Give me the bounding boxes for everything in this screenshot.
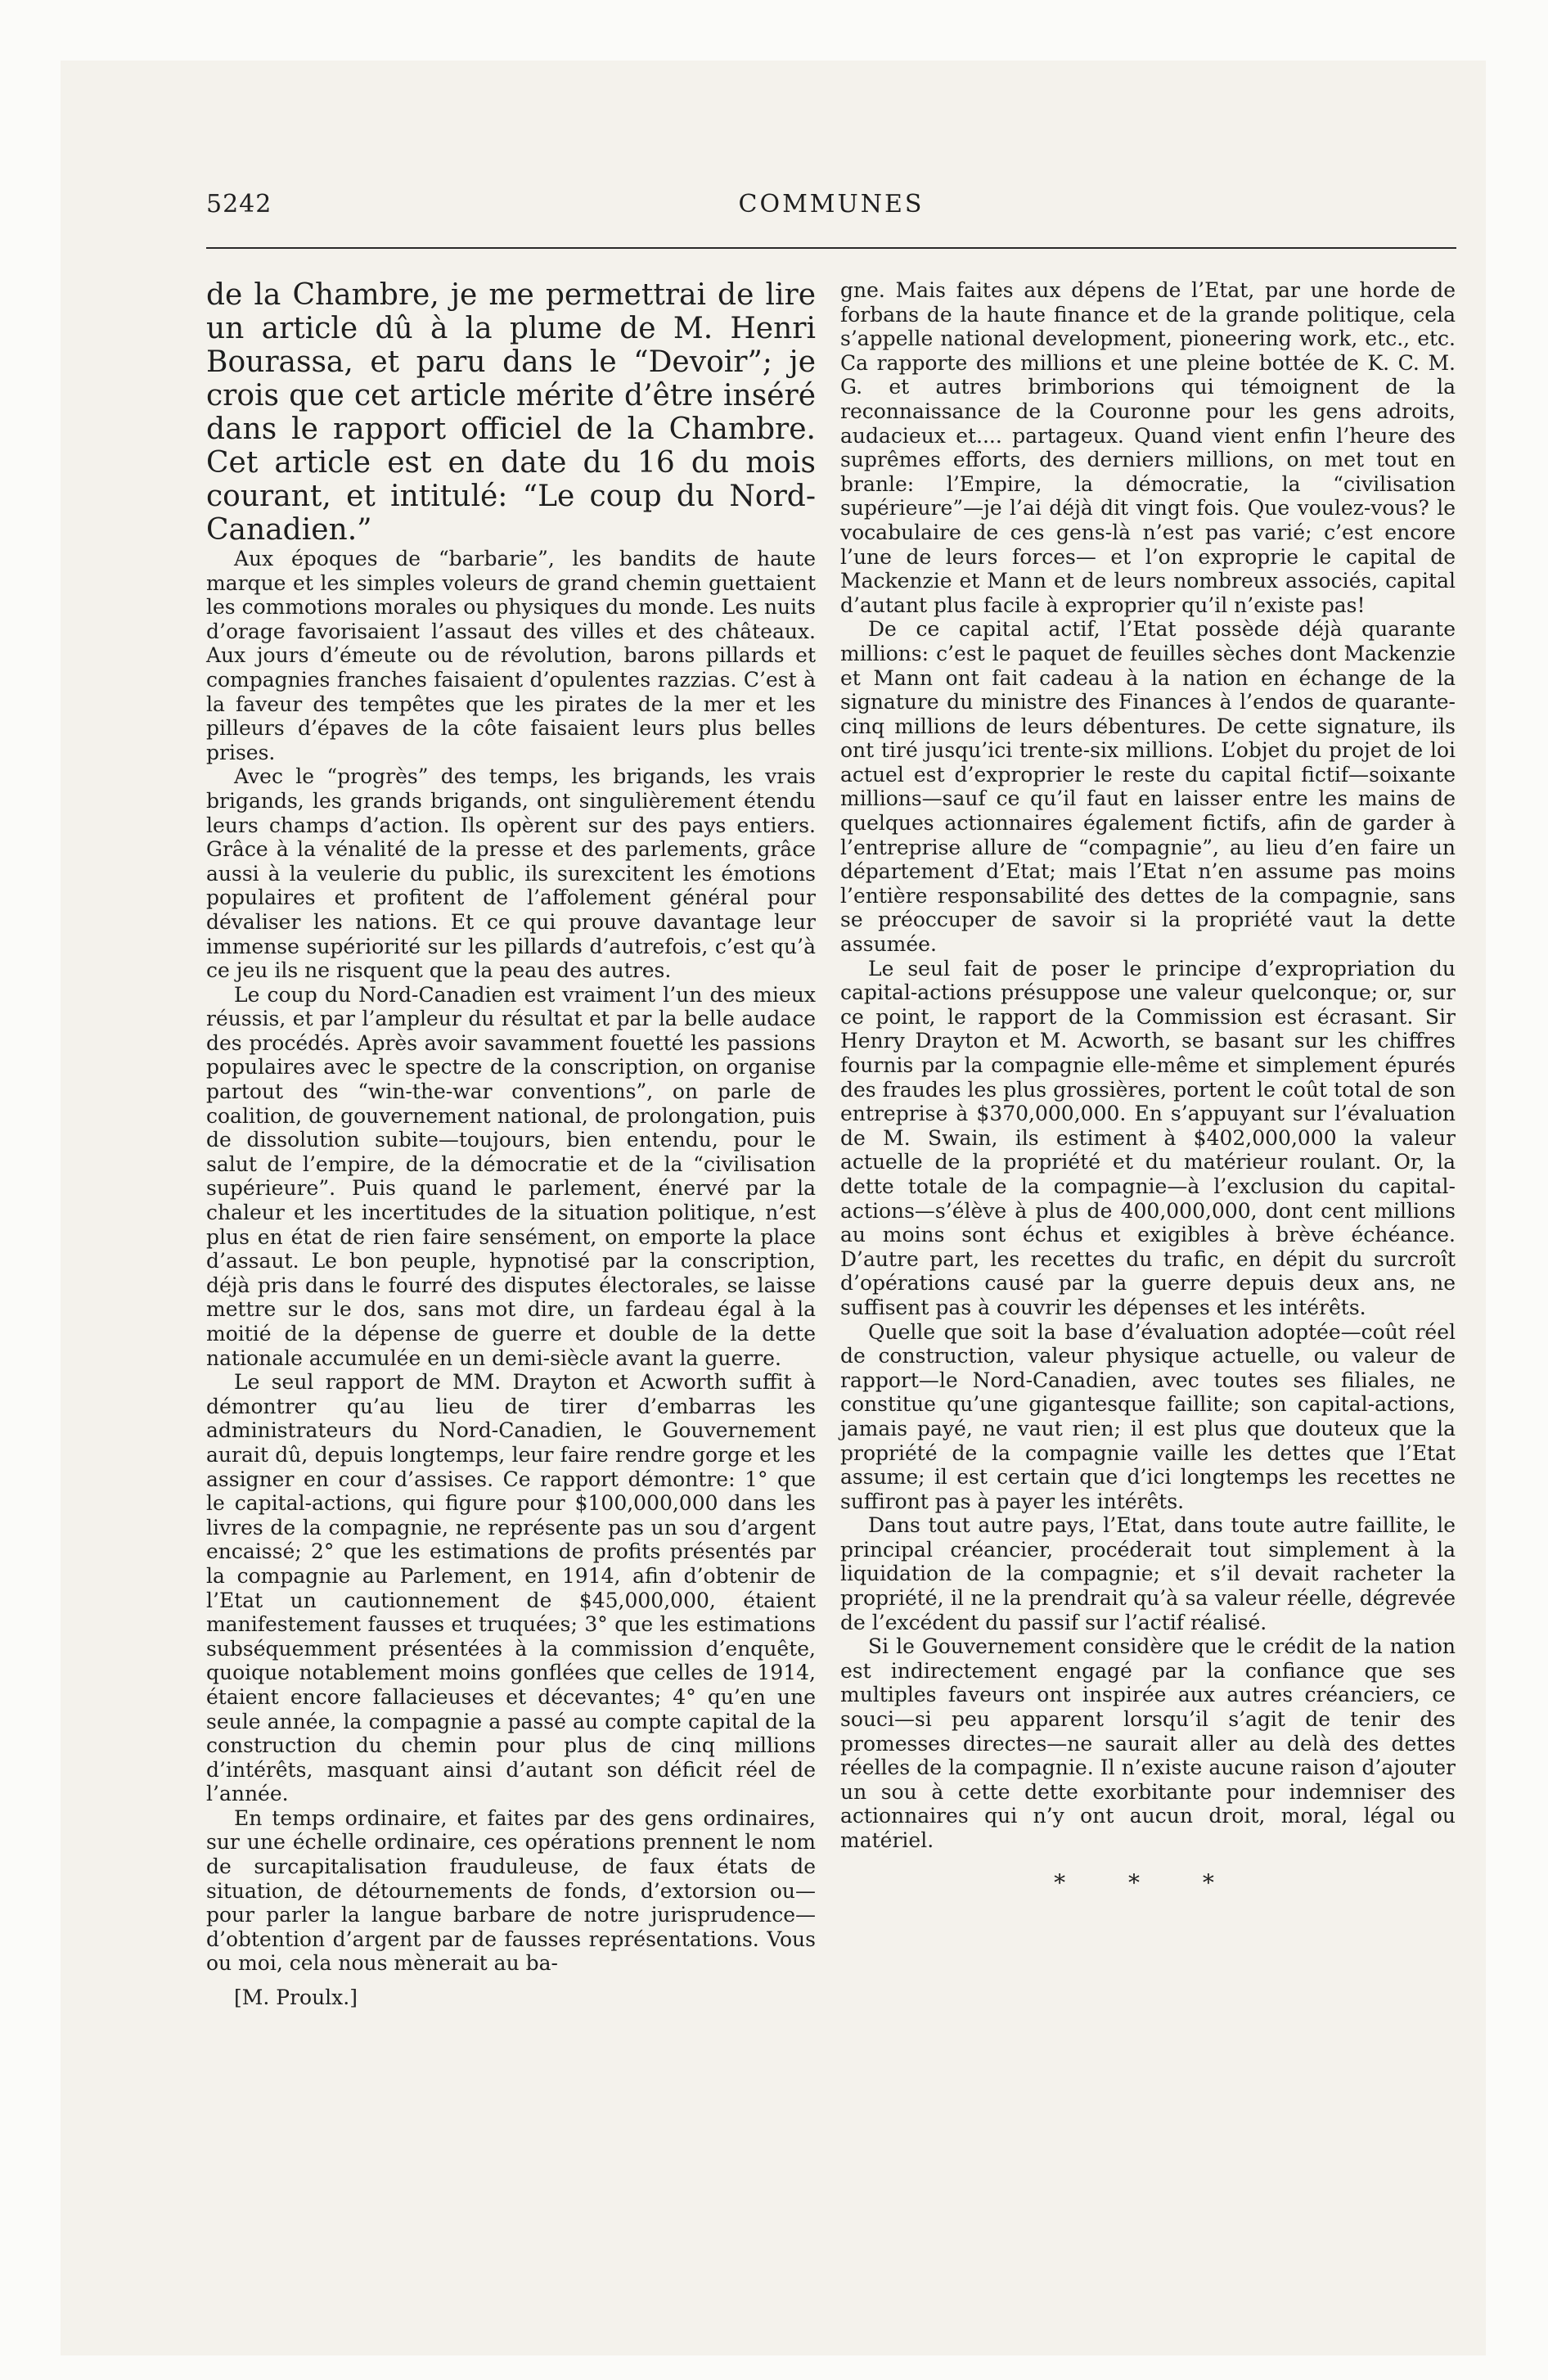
body-paragraph: Avec le “progrès” des temps, les brigands, les vrais brigands, les grands brigands, ont singulièrement étendu leurs champs d’action. Ils opèrent sur des pays entiers. Grâce à la vénalité de la presse et des parlements, grâce aussi à la veulerie du public, ils surexcitent les émotions populaires et profitent de l’affolement général pour dévaliser les nations. Et ce qui prouve davantage leur immense supériorité sur les pillards d’autrefois, c’est qu’à ce jeu ils ne risquent que la peau des autres. — [206, 764, 816, 983]
body-paragraph: En temps ordinaire, et faites par des gens ordinaires, sur une échelle ordinaire, ces opérations prennent le nom de surcapitalisation frauduleuse, de faux états de situation, de détournements de fonds, d’extorsion ou—pour parler la langue barbare de notre jurisprudence—d’obtention d’argent par de fausses représentations. Vous ou moi, cela nous mènerait au ba- — [206, 1805, 816, 1976]
body-paragraph: Aux époques de “barbarie”, les bandits de haute marque et les simples voleurs de grand chemin guettaient les commotions morales ou physiques du monde. Les nuits d’orage favorisaient l’assaut des villes et des châteaux. Aux jours d’émeute ou de révolution, barons pillards et compagnies franches faisaient d’opulentes razzias. C’est à la faveur des tempêtes que les pirates de la mer et les pilleurs d’épaves de la côte faisaient leurs plus belles prises. — [206, 547, 816, 764]
body-paragraph: De ce capital actif, l’Etat possède déjà quarante millions: c’est le paquet de feuilles sèches dont Mackenzie et Mann ont fait cadeau à la nation en échange de la signature du ministre des Finances à l’endos de quarante-cinq millions de leurs débentures. De cette signature, ils ont tiré jusqu’ici trente-six millions. L’objet du projet de loi actuel est d’exproprier le reste du capital fictif—soixante millions—sauf ce qu’il faut en laisser entre les mains de quelques actionnaires également fictifs, afin de garder à l’entreprise allure de “compagnie”, au lieu d’en faire un département d’Etat; mais l’Etat n’en assume pas moins l’entière responsabilité des dettes de la compagnie, sans se préoccuper de savoir si la propriété vaut la dette assumée. — [840, 617, 1456, 957]
body-paragraph: Dans tout autre pays, l’Etat, dans toute autre faillite, le principal créancier, procéderait tout simplement à la liquidation de la compagnie; et s’il devait racheter la propriété, il ne la prendrait qu’à sa valeur réelle, dégrevée de l’excédent du passif sur l’actif réalisé. — [840, 1513, 1456, 1634]
page-body — [206, 190, 1456, 2351]
speaker-attribution: [M. Proulx.] — [234, 1986, 358, 2010]
lead-paragraph: de la Chambre, je me permettrai de lire un article dû à la plume de M. Henri Bourassa, et paru dans le “Devoir”; je crois que cet article mérite d’être inséré dans le rapport officiel de la Chambre. Cet article est en date du 16 du mois courant, et intitulé: “Le coup du Nord-Canadien.” — [206, 278, 816, 547]
body-paragraph: gne. Mais faites aux dépens de l’Etat, par une horde de forbans de la haute finance et de la grande politique, cela s’appelle national development, pioneering work, etc., etc. Ca rapporte des millions et une pleine bottée de K. C. M. G. et autres brimborions qui témoignent de la reconnaissance de la Couronne pour les gens adroits, audacieux et.... partageux. Quand vient enfin l’heure des suprêmes efforts, des derniers millions, on met tout en branle: l’Empire, la démocratie, la “civilisation supérieure”—je l’ai déjà dit vingt fois. Que voulez-vous? le vocabulaire de ces gens-là n’est pas varié; c’est encore l’une de leurs forces— et l’on exproprie le capital de Mackenzie et Mann et de leurs nombreux associés, capital d’autant plus facile à exproprier qu’il n’existe pas! — [840, 278, 1456, 617]
section-ornament: * * * — [1054, 1868, 1242, 1896]
header-rule — [206, 247, 1456, 249]
body-paragraph: Le seul rapport de MM. Drayton et Acworth suffit à démontrer qu’au lieu de tirer d’embarras les administrateurs du Nord-Canadien, le Gouvernement aurait dû, depuis longtemps, leur faire rendre gorge et les assigner en cour d’assises. Ce rapport démontre: 1° que le capital-actions, qui figure pour $100,000,000 dans les livres de la compagnie, ne représente pas un sou d’argent encaissé; 2° que les estimations de profits présentés par la compagnie au Parlement, en 1914, afin d’obtenir de l’Etat un cautionnement de $45,000,000, étaient manifestement fausses et truquées; 3° que les estimations subséquemment présentées à la commission d’enquête, quoique notablement moins gonflées que celles de 1914, étaient encore fallacieuses et décevantes; 4° qu’en une seule année, la compagnie a passé au compte capital de la construction du chemin pour plus de cinq millions d’intérêts, masquant ainsi d’autant son déficit réel de l’année. — [206, 1370, 816, 1806]
body-paragraph: Le coup du Nord-Canadien est vraiment l’un des mieux réussis, et par l’ampleur du résultat et par la belle audace des procédés. Après avoir savamment fouetté les passions populaires avec le spectre de la conscription, on organise partout des “win-the-war conventions”, on parle de coalition, de gouvernement national, de prolongation, puis de dissolution subite—toujours, bien entendu, pour le salut de l’empire, de la démocratie et de la “civilisation supérieure”. Puis quand le parlement, énervé par la chaleur et les incertitudes de la situation politique, n’est plus en état de rien faire sensément, on emporte la place d’assaut. Le bon peuple, hypnotisé par la conscription, déjà pris dans le fourré des disputes électorales, se laisse mettre sur le dos, sans mot dire, un fardeau égal à la moitié de la dépense de guerre et double de la dette nationale accumulée en un demi-siècle avant la guerre. — [206, 982, 816, 1370]
scanned-page — [61, 61, 1486, 2355]
right-column — [840, 278, 1456, 1895]
body-paragraph: Quelle que soit la base d’évaluation adoptée—coût réel de construction, valeur physique actuelle, ou valeur de rapport—le Nord-Canadien, avec toutes ses filiales, ne constitue qu’une gigantesque faillite; son capital-actions, jamais payé, ne vaut rien; il est plus que douteux que la propriété de la compagnie vaille les dettes que l’Etat assume; il est certain que d’ici longtemps les recettes ne suffiront pas à payer les intérêts. — [840, 1319, 1456, 1513]
page-number: 5242 — [206, 190, 272, 219]
body-paragraph: Si le Gouvernement considère que le crédit de la nation est indirectement engagé par la confiance que ses multiples faveurs ont inspirée aux autres créanciers, ce souci—si peu apparent lorsqu’il s’agit de tenir des promesses directes—ne saurait aller au delà des dettes réelles de la compagnie. Il n’existe aucune raison d’ajouter un sou à cette dette exorbitante pour indemniser des actionnaires qui n’y ont aucun droit, moral, légal ou matériel. — [840, 1634, 1456, 1852]
body-paragraph: Le seul fait de poser le principe d’expropriation du capital-actions présuppose une valeur quelconque; or, sur ce point, le rapport de la Commission est écrasant. Sir Henry Drayton et M. Acworth, se basant sur les chiffres fournis par la compagnie elle-même et simplement épurés des fraudes les plus grossières, portent le coût total de son entreprise à $370,000,000. En s’appuyant sur l’évaluation de M. Swain, ils estiment à $402,000,000 la valeur actuelle de la propriété et du matérieur roulant. Or, la dette totale de la compagnie—à l’exclusion du capital-actions—s’élève à plus de 400,000,000, dont cent millions au moins sont échus et exigibles à brève échéance. D’autre part, les recettes du trafic, en dépit du surcroît d’opérations causé par la guerre depuis deux ans, ne suffisent pas à couvrir les dépenses et les intérêts. — [840, 956, 1456, 1319]
left-column — [206, 278, 816, 2010]
running-header — [206, 190, 1456, 223]
journal-title: COMMUNES — [738, 190, 925, 219]
